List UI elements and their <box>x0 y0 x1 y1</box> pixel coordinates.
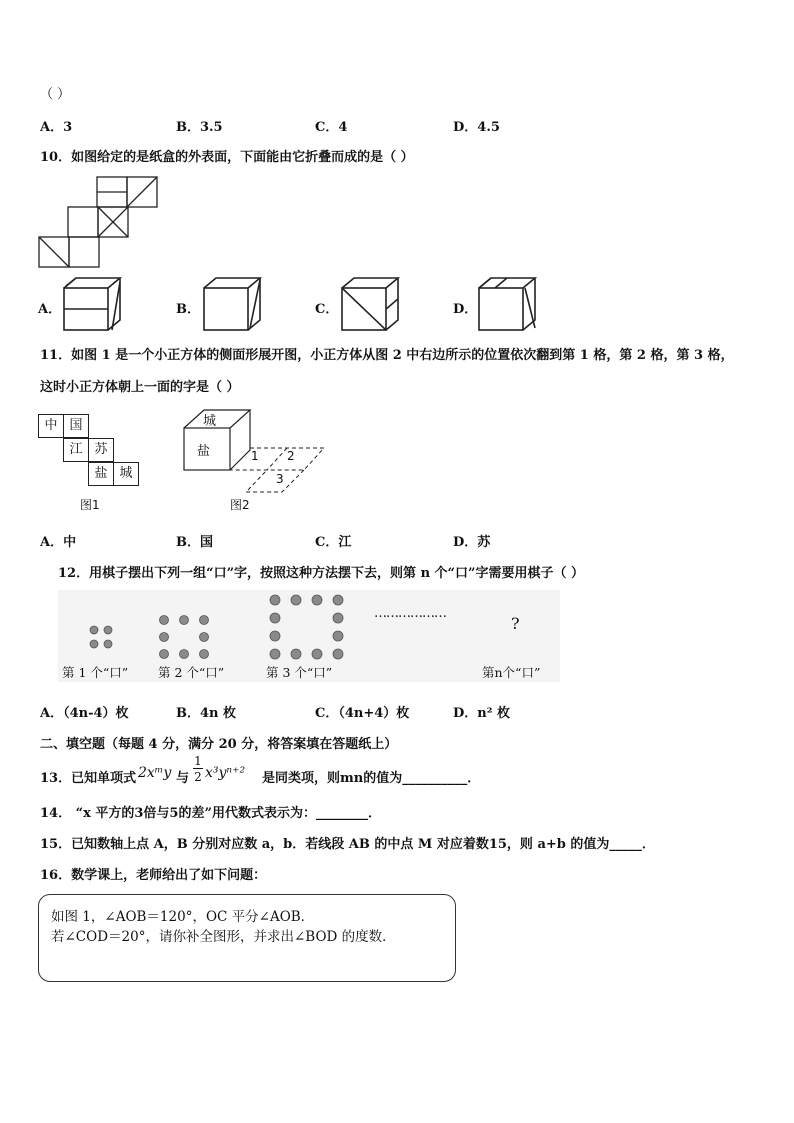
q10-option-b-cube[interactable] <box>202 276 264 332</box>
q11-stem-line1: 11．如图 1 是一个小正方体的侧面形展开图，小正方体从图 2 中右边所示的位置依次翻到第 1 格，第 2 格，第 3 格， <box>40 348 734 363</box>
q12-stem: 12．用棋子摆出下列一组“口”字，按照这种方法摆下去，则第 n 个“口”字需要用棋子（ ） <box>58 566 585 581</box>
q10-option-a-cube[interactable] <box>62 276 124 332</box>
q12-ellipsis: ……………… <box>374 606 446 621</box>
q11-stem-line2: 这时小正方体朝上一面的字是（ ） <box>40 380 240 395</box>
q12-caption-2: 第 2 个“口” <box>158 665 225 680</box>
q16-box-line2: 若∠COD＝20°，请你补全图形，并求出∠BOD 的度数． <box>51 929 396 945</box>
q9-option-c[interactable]: C．4 <box>315 120 348 135</box>
q10-option-d-cube[interactable] <box>477 276 539 332</box>
q10-box-net <box>38 176 160 268</box>
q16-problem-box <box>38 894 456 982</box>
q11-cube-front-char: 盐 <box>197 444 211 459</box>
q13-prefix: 13．已知单项式 <box>40 771 137 786</box>
net-cell-jiang: 江 <box>63 438 89 462</box>
q12-caption-n: 第n个“口” <box>482 665 541 680</box>
q9-answer-paren: （ ） <box>40 87 71 102</box>
q12-option-a[interactable]: A．（4n-4）枚 <box>40 706 129 721</box>
section2-title: 二、填空题（每题 4 分，满分 20 分，将答案填在答题纸上） <box>40 737 398 752</box>
grid-cell-2: 2 <box>287 449 295 463</box>
net-cell-guo: 国 <box>63 414 89 438</box>
q10-option-c-letter[interactable]: C． <box>315 302 339 317</box>
q14-text: 14． “x 平方的3倍与5的差”用代数式表示为：________． <box>40 806 381 821</box>
q12-caption-1: 第 1 个“口” <box>62 665 129 680</box>
q9-option-d[interactable]: D．4.5 <box>453 120 500 135</box>
grid-cell-3: 3 <box>276 472 284 486</box>
q10-option-c-cube[interactable] <box>340 276 402 332</box>
q11-cube-top-char: 城 <box>203 414 217 429</box>
q13-and: 与 <box>176 771 190 786</box>
q12-option-b[interactable]: B．4n 枚 <box>176 706 237 721</box>
q13-fraction-numerator: 1 <box>194 754 202 768</box>
q11-option-a[interactable]: A．中 <box>40 535 77 550</box>
net-cell-su: 苏 <box>88 438 114 462</box>
q12-question-mark: ? <box>511 614 520 633</box>
q12-option-c[interactable]: C．（4n+4）枚 <box>315 706 410 721</box>
q12-caption-3: 第 3 个“口” <box>266 665 333 680</box>
q9-option-b[interactable]: B．3.5 <box>176 120 223 135</box>
q9-option-a[interactable]: A．3 <box>40 120 73 135</box>
grid-cell-1: 1 <box>251 449 259 463</box>
q15-text: 15．已知数轴上点 A，B 分别对应数 a，b．若线段 AB 的中点 M 对应着数15，则 a+b 的值为_____． <box>40 837 655 852</box>
q11-option-d[interactable]: D．苏 <box>453 535 491 550</box>
q11-figure1-net <box>38 414 138 486</box>
q13-monomial-2: x³yⁿ⁺² <box>205 765 246 781</box>
q10-option-a-letter[interactable]: A． <box>38 302 62 317</box>
q11-option-b[interactable]: B．国 <box>176 535 213 550</box>
q11-figure2-caption: 图2 <box>230 498 250 512</box>
q16-stem: 16．数学课上，老师给出了如下问题： <box>40 868 267 883</box>
net-cell-yan: 盐 <box>88 462 114 486</box>
q10-option-b-letter[interactable]: B． <box>176 302 200 317</box>
q13-suffix: 是同类项，则mn的值为__________． <box>262 771 481 786</box>
q13-monomial-1: 2xᵐy <box>138 765 172 781</box>
net-cell-zhong: 中 <box>38 414 64 438</box>
q10-stem: 10．如图给定的是纸盒的外表面，下面能由它折叠而成的是（ ） <box>40 150 414 165</box>
q10-option-d-letter[interactable]: D． <box>453 302 478 317</box>
q16-box-line1: 如图 1，∠AOB＝120°，OC 平分∠AOB． <box>51 909 315 925</box>
q13-fraction-denominator: 2 <box>194 770 202 784</box>
q12-figure <box>58 590 560 682</box>
q11-figure1-caption: 图1 <box>80 498 100 512</box>
q12-option-d[interactable]: D．n² 枚 <box>453 706 510 721</box>
net-cell-cheng: 城 <box>113 462 139 486</box>
q11-option-c[interactable]: C．江 <box>315 535 352 550</box>
